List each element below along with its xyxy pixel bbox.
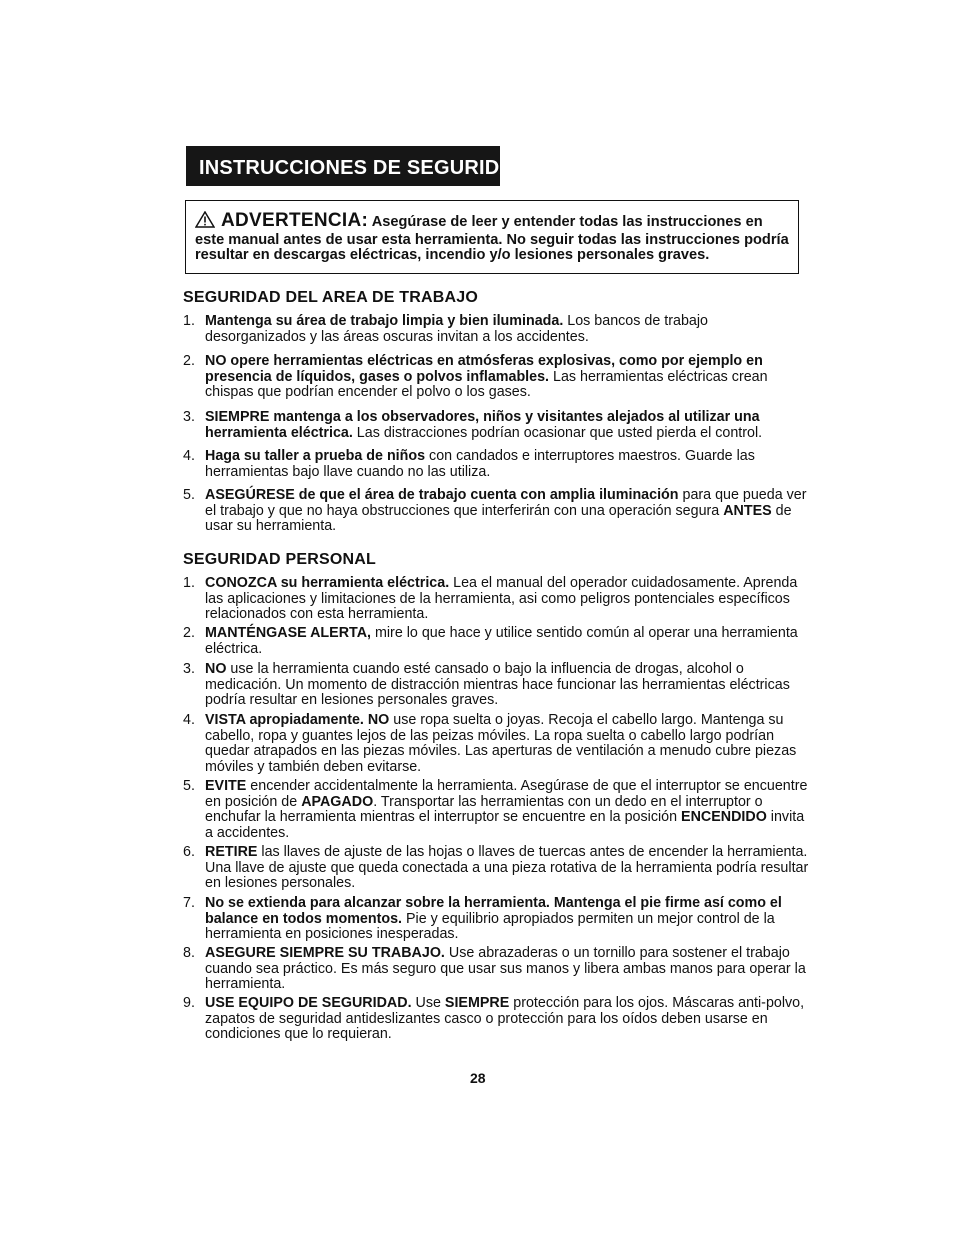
- warning-text-block: [195, 211, 789, 264]
- warning-message: Asegúrase de leer y entender todas las instrucciones en este manual antes de usar esta herramienta. No seguir todas las instrucciones podría resultar en descargas eléctricas, incendio y/o lesiones personales graves.: [195, 214, 789, 263]
- personal-heading: SEGURIDAD PERSONAL: [183, 551, 376, 568]
- warning-box: [185, 200, 799, 274]
- warning-triangle-icon: [195, 211, 215, 233]
- work-area-heading: SEGURIDAD DEL AREA DE TRABAJO: [183, 289, 479, 306]
- warning-label: ADVERTENCIA:: [221, 210, 369, 231]
- section-title: INSTRUCCIONES DE SEGURIDAD: [186, 146, 500, 186]
- page-number: 28: [470, 1070, 486, 1086]
